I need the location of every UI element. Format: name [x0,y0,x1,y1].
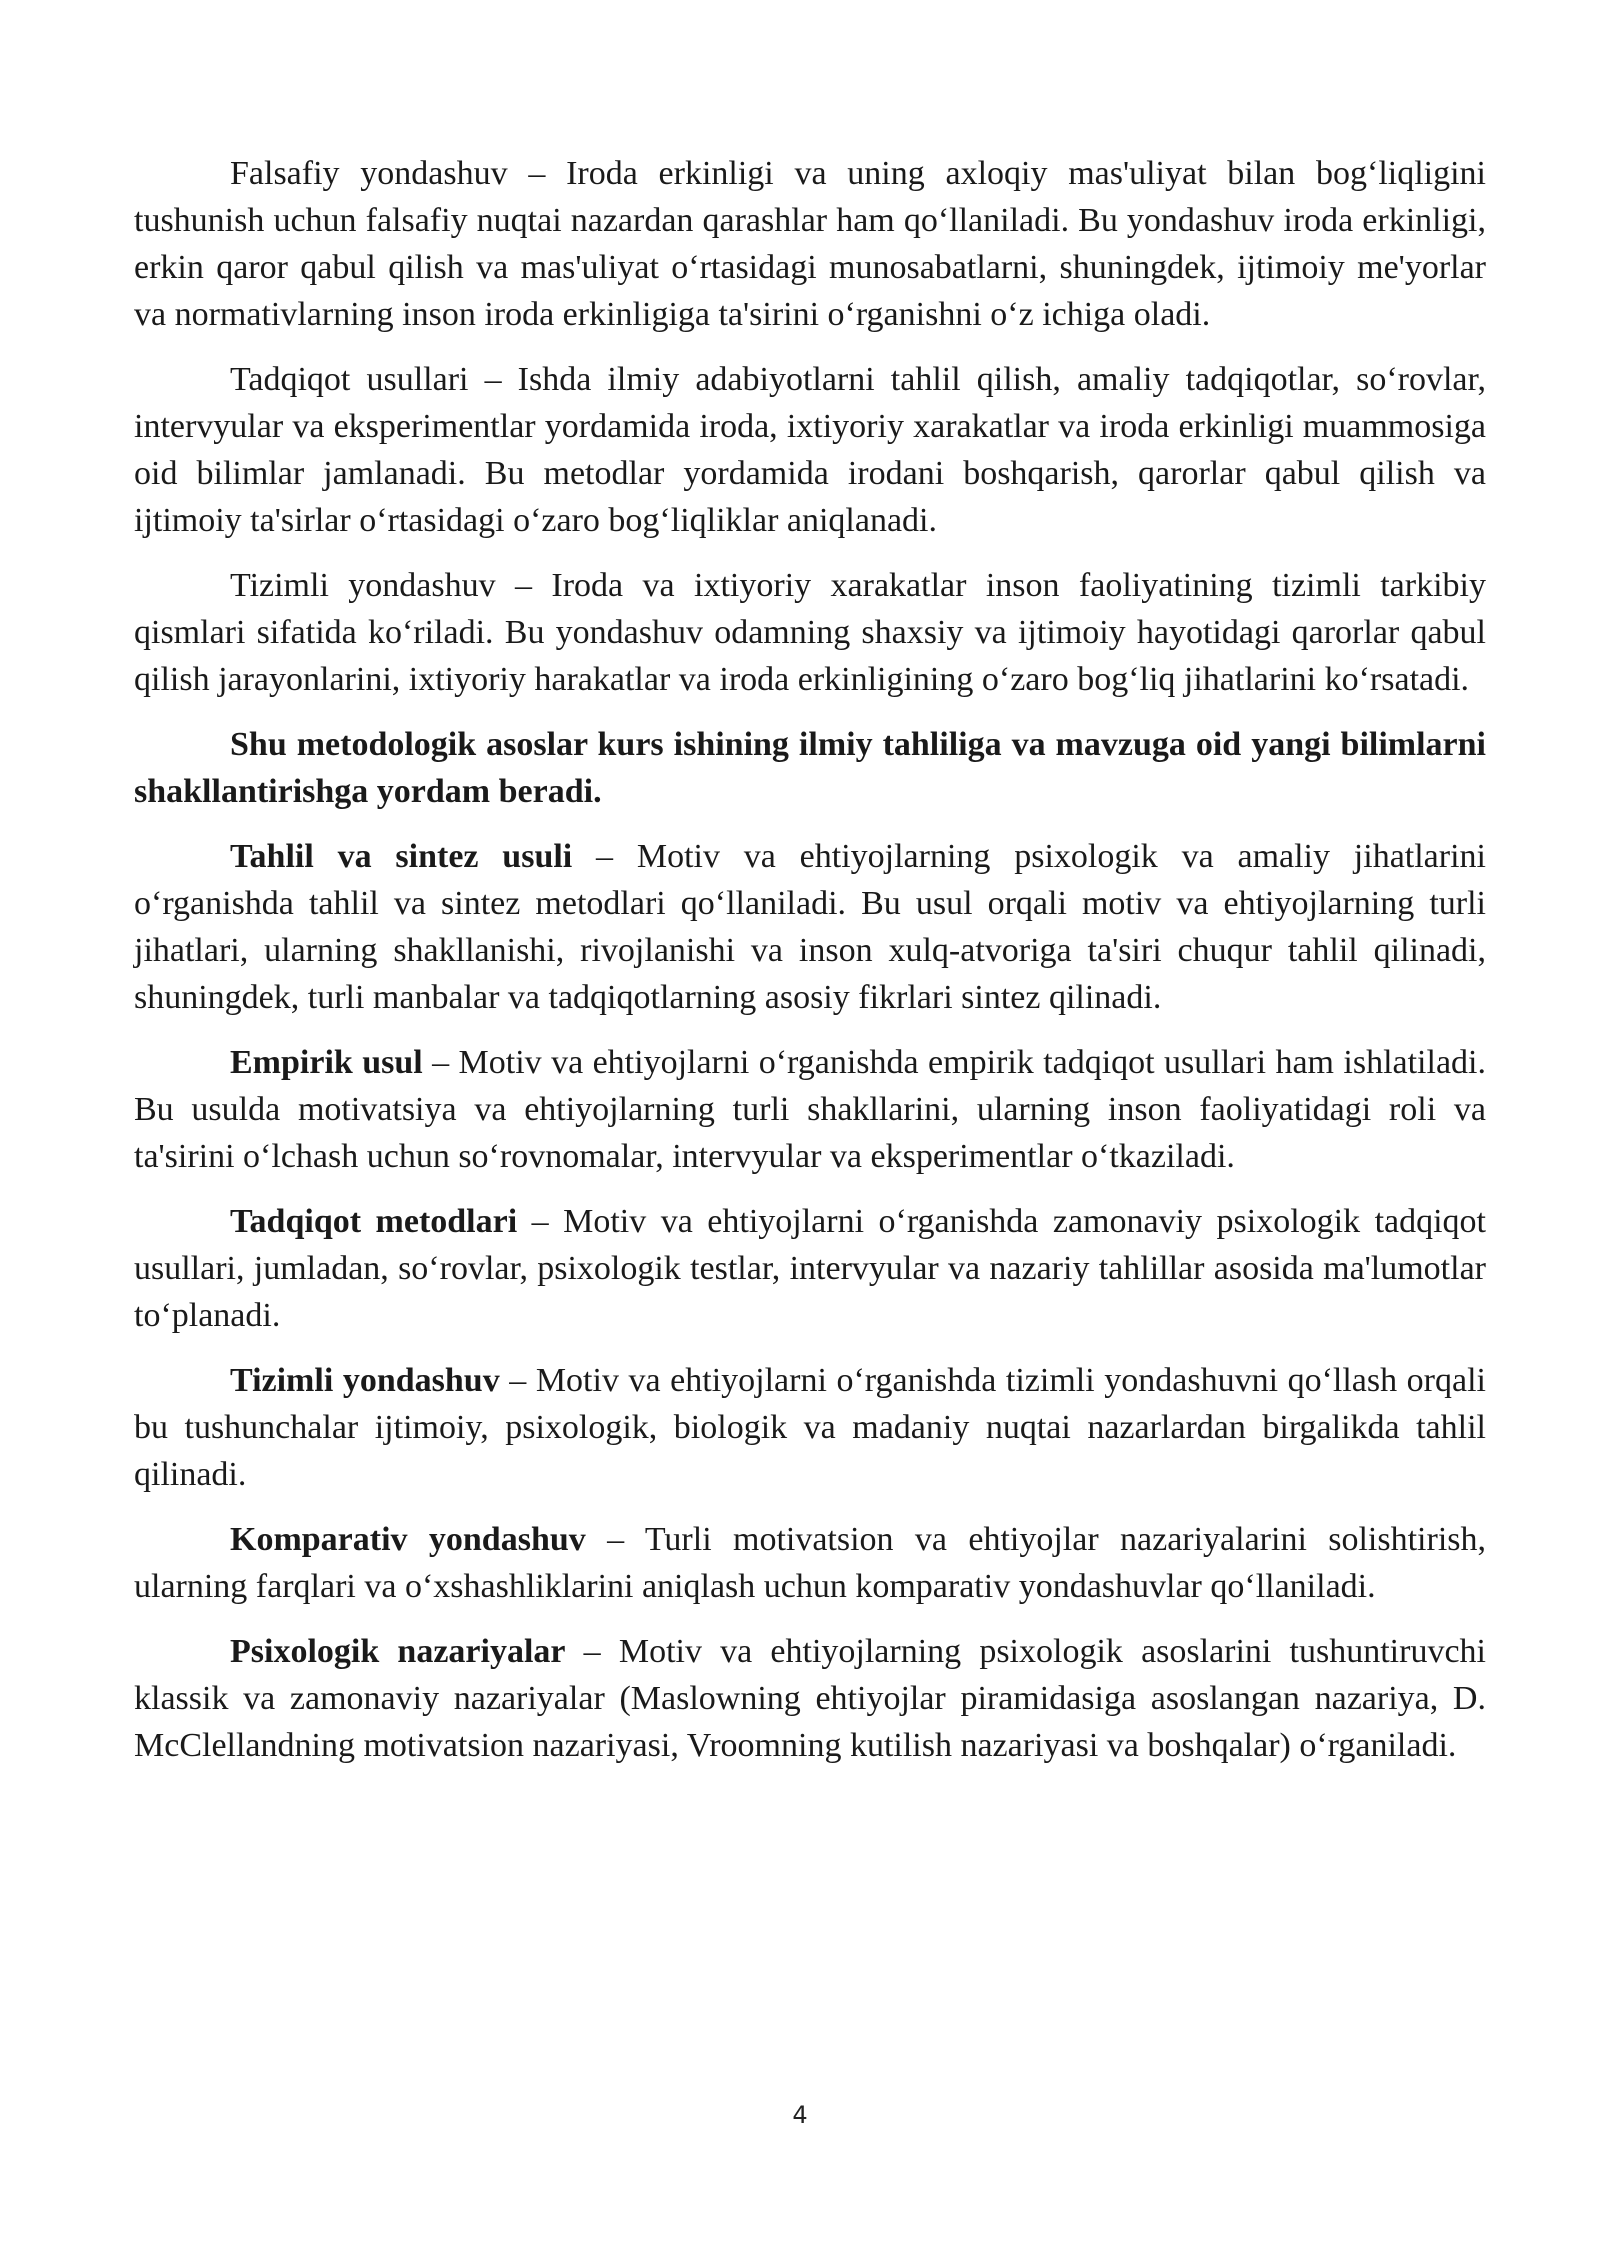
paragraph-tizimli-yondashuv-motiv [134,1357,1486,1498]
paragraph-text: Tizimli yondashuv – Iroda va ixtiyoriy xarakatlar inson faoliyatining tizimli tarkibiy qismlari sifatida ko‘riladi. Bu yondashuv odamning shaxsiy va ijtimoiy hayotidagi qarorlar qabul qilish jarayonlarini, ixtiyoriy harakatlar va iroda erkinligining o‘zaro bog‘liq jihatlarini ko‘rsatadi. [134,567,1486,698]
paragraph-text: – Turli motivatsion va ehtiyojlar nazariyalarini solishtirish, ularning farqlari va o‘xshashliklarini aniqlash uchun komparativ yondashuvlar qo‘llaniladi. [134,1521,1486,1605]
paragraph-term: Tizimli yondashuv [230,1362,500,1399]
page-number: 4 [792,2101,808,2129]
paragraph-term: Psixologik nazariyalar [230,1633,566,1670]
paragraph-term: Tadqiqot metodlari [230,1203,518,1240]
paragraph-psixologik-nazariyalar [134,1628,1486,1769]
paragraph-falsafiy-yondashuv [134,150,1486,338]
paragraph-text: – Motiv va ehtiyojlarni o‘rganishda empirik tadqiqot usullari ham ishlatiladi. Bu usulda motivatsiya va ehtiyojlarning turli shakllarini, ularning inson faoliyatidagi roli va ta'sirini o‘lchash uchun so‘rovnomalar, intervyular va eksperimentlar o‘tkaziladi. [134,1044,1486,1175]
paragraph-text: – Motiv va ehtiyojlarning psixologik asoslarini tushuntiruvchi klassik va zamonaviy nazariyalar (Maslowning ehtiyojlar piramidasiga asoslangan nazariya, D. McClellandning motivatsion nazariyasi, Vroomning kutilish nazariyasi va boshqalar) o‘rganiladi. [134,1633,1486,1764]
page-body [134,150,1486,1787]
paragraph-text: – Motiv va ehtiyojlarni o‘rganishda tizimli yondashuvni qo‘llash orqali bu tushunchalar ijtimoiy, psixologik, biologik va madaniy nuqtai nazarlardan birgalikda tahlil qilinadi. [134,1362,1486,1493]
paragraph-term: Empirik usul [230,1044,423,1081]
paragraph-tizimli-yondashuv-iroda [134,562,1486,703]
paragraph-tahlil-va-sintez [134,833,1486,1021]
paragraph-text: Falsafiy yondashuv – Iroda erkinligi va uning axloqiy mas'uliyat bilan bog‘liqligini tushunish uchun falsafiy nuqtai nazardan qarashlar ham qo‘llaniladi. Bu yondashuv iroda erkinligi, erkin qaror qabul qilish va mas'uliyat o‘rtasidagi munosabatlarni, shuningdek, ijtimoiy me'yorlar va normativlarning inson iroda erkinligiga ta'sirini o‘rganishni o‘z ichiga oladi. [134,155,1486,333]
paragraph-text: – Motiv va ehtiyojlarni o‘rganishda zamonaviy psixologik tadqiqot usullari, jumladan, so‘rovlar, psixologik testlar, intervyular va nazariy tahlillar asosida ma'lumotlar to‘planadi. [134,1203,1486,1334]
paragraph-text: – Motiv va ehtiyojlarning psixologik va amaliy jihatlarini o‘rganishda tahlil va sintez metodlari qo‘llaniladi. Bu usul orqali motiv va ehtiyojlarning turli jihatlari, ularning shakllanishi, rivojlanishi va inson xulq-atvoriga ta'siri chuqur tahlil qilinadi, shuningdek, turli manbalar va tadqiqotlarning asosiy fikrlari sintez qilinadi. [134,838,1486,1016]
paragraph-bold-summary [134,721,1486,815]
paragraph-text: Tadqiqot usullari – Ishda ilmiy adabiyotlarni tahlil qilish, amaliy tadqiqotlar, so‘rovlar, intervyular va eksperimentlar yordamida iroda, ixtiyoriy xarakatlar va iroda erkinligi muammosiga oid bilimlar jamlanadi. Bu metodlar yordamida irodani boshqarish, qarorlar qabul qilish va ijtimoiy ta'sirlar o‘rtasidagi o‘zaro bog‘liqliklar aniqlanadi. [134,361,1486,539]
paragraph-tadqiqot-usullari [134,356,1486,544]
paragraph-term: Komparativ yondashuv [230,1521,586,1558]
paragraph-tadqiqot-metodlari [134,1198,1486,1339]
paragraph-term: Tahlil va sintez usuli [230,838,573,875]
paragraph-empirik-usul [134,1039,1486,1180]
paragraph-bold-text: Shu metodologik asoslar kurs ishining ilmiy tahliliga va mavzuga oid yangi bilimlarni shakllantirishga yordam beradi. [134,726,1486,810]
paragraph-komparativ-yondashuv [134,1516,1486,1610]
